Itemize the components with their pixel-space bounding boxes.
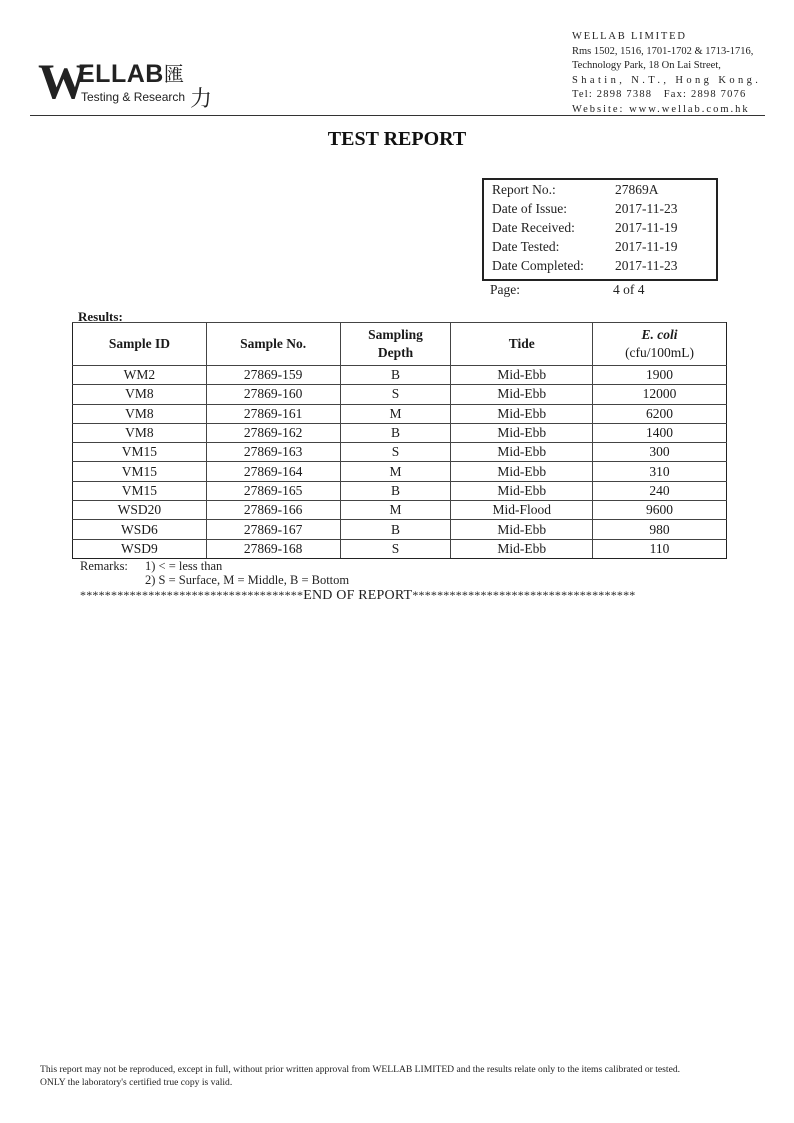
cell-tide: Mid-Ebb bbox=[451, 366, 593, 385]
page-title: TEST REPORT bbox=[327, 128, 467, 150]
end-of-report-line bbox=[80, 588, 636, 604]
website: Website: www.wellab.com.hk bbox=[572, 103, 750, 115]
date-received-value: 2017-11-19 bbox=[615, 220, 678, 235]
cell-sample-no: 27869-168 bbox=[206, 539, 340, 558]
cell-sample-no: 27869-167 bbox=[206, 520, 340, 539]
phone-fax: Tel: 2898 7388 Fax: 2898 7076 bbox=[572, 89, 747, 100]
company-address-block bbox=[572, 30, 761, 117]
date-of-issue-row bbox=[492, 201, 678, 217]
page-number-row bbox=[490, 282, 645, 298]
cell-depth: M bbox=[340, 462, 451, 481]
table-row bbox=[73, 443, 727, 462]
cell-sample-id: VM15 bbox=[73, 481, 207, 500]
cell-tide: Mid-Flood bbox=[451, 501, 593, 520]
cell-depth: B bbox=[340, 481, 451, 500]
date-received-row bbox=[492, 220, 678, 236]
logo-name: ELLAB bbox=[78, 60, 164, 88]
header-ecoli-unit: (cfu/100mL) bbox=[625, 345, 695, 360]
cell-sample-id: VM15 bbox=[73, 462, 207, 481]
remarks-block bbox=[80, 559, 349, 587]
cell-sample-no: 27869-159 bbox=[206, 366, 340, 385]
cell-depth: S bbox=[340, 385, 451, 404]
table-row bbox=[73, 481, 727, 500]
table-row bbox=[73, 462, 727, 481]
footer-disclaimer bbox=[40, 1063, 680, 1089]
date-received-label: Date Received: bbox=[492, 220, 575, 235]
date-tested-row bbox=[492, 239, 678, 255]
cell-depth: B bbox=[340, 366, 451, 385]
cell-sample-no: 27869-163 bbox=[206, 443, 340, 462]
date-of-issue-label: Date of Issue: bbox=[492, 201, 567, 216]
logo-cjk-bottom: 力 bbox=[190, 87, 213, 112]
cell-tide: Mid-Ebb bbox=[451, 462, 593, 481]
table-row bbox=[73, 423, 727, 442]
footer-line-1: This report may not be reproduced, except in full, without prior written approval from WELLAB LIMITED and the results relate only to the items calibrated or tested. bbox=[40, 1064, 681, 1075]
date-completed-row bbox=[492, 258, 678, 274]
cell-depth: S bbox=[340, 539, 451, 558]
report-number-value: 27869A bbox=[615, 182, 659, 197]
footer-line-2: ONLY the laboratory's certified true copy is valid. bbox=[40, 1077, 233, 1088]
cell-ecoli: 310 bbox=[593, 462, 727, 481]
table-row bbox=[73, 539, 727, 558]
cell-depth: M bbox=[340, 404, 451, 423]
logo-tagline: Testing & Research bbox=[81, 90, 186, 104]
date-completed-label: Date Completed: bbox=[492, 258, 584, 273]
cell-ecoli: 240 bbox=[593, 481, 727, 500]
header-sample-id: Sample ID bbox=[73, 323, 207, 366]
cell-sample-id: VM8 bbox=[73, 423, 207, 442]
company-name: WELLAB LIMITED bbox=[572, 31, 687, 42]
cell-sample-id: WSD6 bbox=[73, 520, 207, 539]
page-label: Page: bbox=[490, 282, 520, 297]
date-tested-value: 2017-11-19 bbox=[615, 239, 678, 254]
header-sample-no: Sample No. bbox=[206, 323, 340, 366]
header-ecoli bbox=[593, 323, 727, 366]
end-of-report-text: END OF REPORT bbox=[303, 588, 413, 603]
cell-ecoli: 110 bbox=[593, 539, 727, 558]
date-completed-value: 2017-11-23 bbox=[615, 258, 678, 273]
cell-sample-id: VM15 bbox=[73, 443, 207, 462]
cell-depth: M bbox=[340, 501, 451, 520]
header-sampling-depth bbox=[340, 323, 451, 366]
remark-item-1: 1) < = less than bbox=[145, 559, 223, 573]
cell-tide: Mid-Ebb bbox=[451, 385, 593, 404]
cell-sample-no: 27869-162 bbox=[206, 423, 340, 442]
company-logo bbox=[38, 53, 218, 112]
cell-sample-no: 27869-164 bbox=[206, 462, 340, 481]
logo-initial: W bbox=[38, 53, 86, 109]
cell-sample-id: WM2 bbox=[73, 366, 207, 385]
cell-ecoli: 6200 bbox=[593, 404, 727, 423]
end-stars-right: ************************************ bbox=[412, 588, 636, 602]
table-row bbox=[73, 366, 727, 385]
cell-depth: B bbox=[340, 423, 451, 442]
report-number-row bbox=[492, 182, 659, 198]
cell-ecoli: 9600 bbox=[593, 501, 727, 520]
cell-tide: Mid-Ebb bbox=[451, 443, 593, 462]
table-row bbox=[73, 501, 727, 520]
cell-sample-id: VM8 bbox=[73, 404, 207, 423]
cell-ecoli: 980 bbox=[593, 520, 727, 539]
header-depth-line1: Sampling bbox=[368, 327, 423, 342]
cell-sample-id: WSD20 bbox=[73, 501, 207, 520]
cell-ecoli: 300 bbox=[593, 443, 727, 462]
end-stars-left: ************************************ bbox=[80, 588, 304, 602]
page-value: 4 of 4 bbox=[613, 282, 645, 297]
header-tide: Tide bbox=[451, 323, 593, 366]
cell-tide: Mid-Ebb bbox=[451, 539, 593, 558]
cell-ecoli: 1900 bbox=[593, 366, 727, 385]
remarks-label: Remarks: bbox=[80, 559, 128, 573]
cell-tide: Mid-Ebb bbox=[451, 481, 593, 500]
date-of-issue-value: 2017-11-23 bbox=[615, 201, 678, 216]
header-ecoli-name: E. coli bbox=[641, 327, 678, 342]
cell-sample-no: 27869-165 bbox=[206, 481, 340, 500]
header-divider bbox=[30, 115, 765, 116]
cell-tide: Mid-Ebb bbox=[451, 423, 593, 442]
cell-depth: B bbox=[340, 520, 451, 539]
cell-sample-no: 27869-160 bbox=[206, 385, 340, 404]
cell-sample-no: 27869-166 bbox=[206, 501, 340, 520]
cell-tide: Mid-Ebb bbox=[451, 520, 593, 539]
header-depth-line2: Depth bbox=[377, 345, 414, 360]
cell-sample-id: VM8 bbox=[73, 385, 207, 404]
table-row bbox=[73, 385, 727, 404]
table-header-row bbox=[73, 323, 727, 366]
cell-tide: Mid-Ebb bbox=[451, 404, 593, 423]
cell-ecoli: 12000 bbox=[593, 385, 727, 404]
cell-depth: S bbox=[340, 443, 451, 462]
address-line-3: Shatin, N.T., Hong Kong. bbox=[572, 74, 762, 86]
results-table bbox=[72, 322, 727, 559]
cell-sample-id: WSD9 bbox=[73, 539, 207, 558]
cell-sample-no: 27869-161 bbox=[206, 404, 340, 423]
logo-cjk-top: 匯 bbox=[164, 62, 184, 86]
date-tested-label: Date Tested: bbox=[492, 239, 560, 254]
table-row bbox=[73, 404, 727, 423]
cell-ecoli: 1400 bbox=[593, 423, 727, 442]
remark-item-2: 2) S = Surface, M = Middle, B = Bottom bbox=[145, 573, 350, 587]
report-info-box bbox=[482, 178, 718, 281]
results-heading: Results: bbox=[78, 309, 123, 324]
table-row bbox=[73, 520, 727, 539]
address-line-1: Rms 1502, 1516, 1701-1702 & 1713-1716, bbox=[572, 45, 754, 57]
report-number-label: Report No.: bbox=[492, 182, 556, 197]
address-line-2: Technology Park, 18 On Lai Street, bbox=[572, 60, 721, 71]
